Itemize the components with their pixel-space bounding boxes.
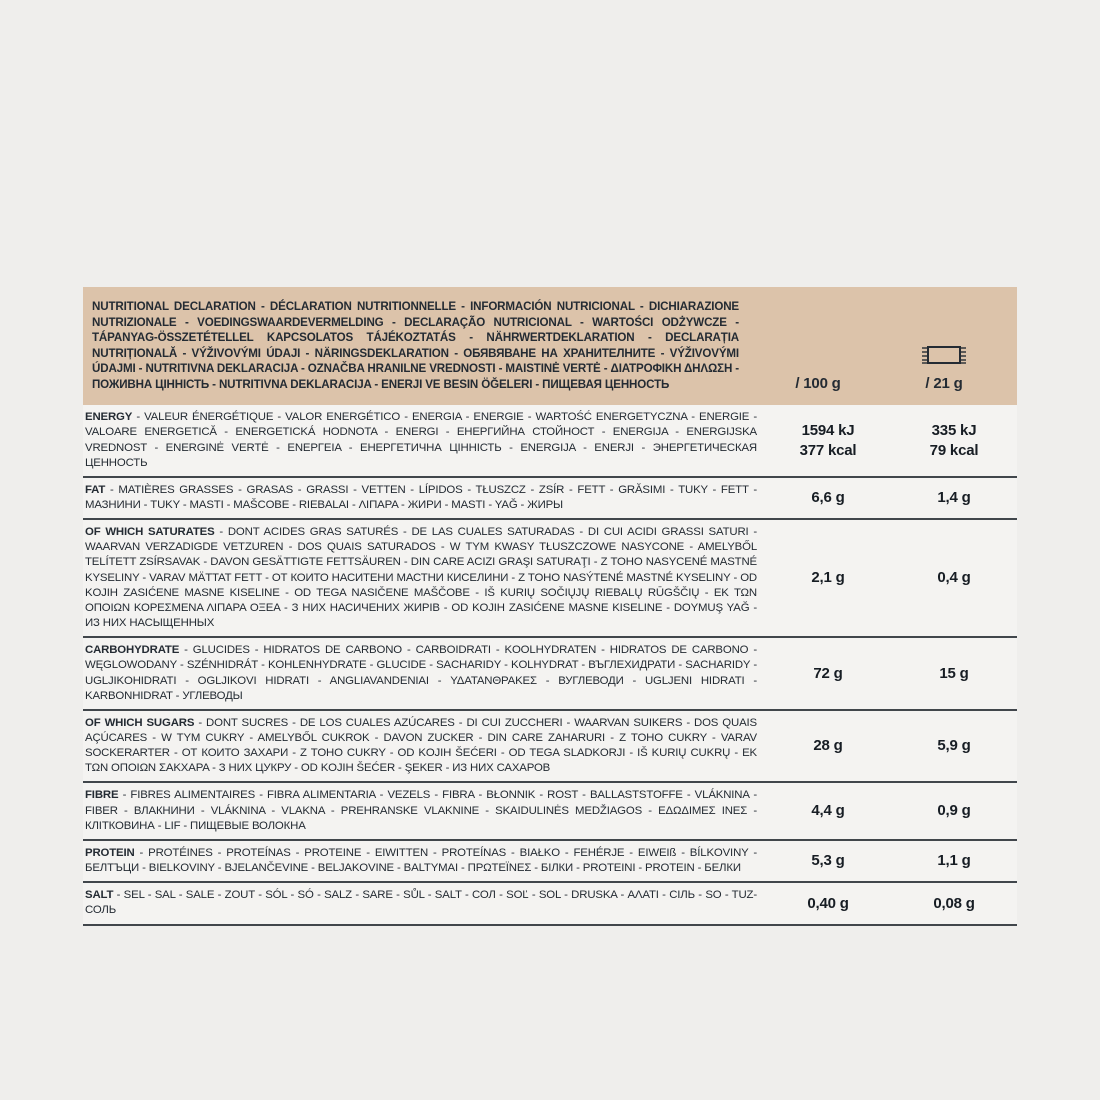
nutrient-row-salt (83, 883, 1017, 925)
column-header-per-serving-label: / 21 g (925, 375, 963, 393)
nutrition-header-title: NUTRITIONAL DECLARATION - DÉCLARATION NUTRITIONNELLE - INFORMACIÓN NUTRICIONAL - DICHIARAZIONE NUTRIZIONALE - VOEDINGSWAARDEVERMELDING - DECLARAÇÃO NUTRICIONAL - WARTOŚCI ODŻYWCZE - TÁPANYAG-ÖSSZETÉTELLEL KAPCSOLATOS TÁJÉKOZTATÁS - NÄHRWERTDEKLARATION - DECLARAȚIA NUTRIȚIONALĂ - VÝŽIVOVÝMI ÚDAJI - NÄRINGSDEKLARATION - ОБЯВЯВАНЕ НА ХРАНИТЕЛНИТЕ - VÝŽIVOVÝMI ÚDAJMI - NUTRITIVNA DEKLARACIJA - OZNAČBA HRANILNE VREDNOSTI - MAISTINĖ VERTĖ - ΔΙΑΤΡΟΦΙΚΗ ΔΗΛΩΣΗ - ПОЖИВНА ЦІННІСТЬ - NUTRITIVNA DEKLARACIJA - ENERJI VE BESIN ÖĞELERI - ПИЩЕВАЯ ЦЕННОСТЬ (92, 300, 739, 391)
nutrient-row-sugars (83, 711, 1017, 784)
value-per-100g: 4,4 g (811, 802, 845, 820)
value-per-100g: 2,1 g (811, 569, 845, 587)
nutrient-label (83, 525, 765, 631)
nutrient-term: FIBRE (85, 789, 119, 802)
nutrient-translations: - FIBRES ALIMENTAIRES - FIBRA ALIMENTARIA - VEZELS - FIBRA - BŁONNIK - ROST - BALLASTSTOFFE - VLÁKNINA - FIBER - ВЛАКНИНИ - VLÁKNINA - VLAKNA - PREHRANSKE VLAKNINE - SKAIDULINĖS MEDŽIAGOS - ΕΔΩΔΙΜΕΣ ΙΝΕΣ - КЛІТКОВИНА - LIF - ПИЩЕВЫЕ ВОЛОКНА (85, 789, 757, 832)
nutrition-rows (83, 405, 1017, 925)
value-per-serving: 15 g (939, 664, 969, 682)
nutrient-translations: - DONT ACIDES GRAS SATURÉS - DE LAS CUALES SATURADAS - DI CUI ACIDI GRASSI SATURI - WAARVAN VERZADIGDE VETZUREN - DOS QUAIS SATURADOS - W TYM KWASY TŁUSZCZOWE NASYCONE - AMELYBŐL TELÍTETT ZSÍRSAVAK - DAVON GESÄTTIGTE FETTSÄUREN - DIN CARE ACIZI GRAŞI SATURAŢI - Z TOHO NASYCENÉ MASTNÉ KYSELINY - VARAV MÄTTAT FETT - ОТ КОИТО НАСИТЕНИ МАСТНИ КИСЕЛИНИ - Z TOHO NASÝTENÉ MASTNÉ KYSELINY - OD KOJIH ZASIĆENE MASNE KISELINE - OD TEGA NASIČENE MAŠČOBE - IŠ KURIŲ SOČIŲJŲ RIEBALŲ RŪGŠČIŲ - ΕΚ ΤΩΝ ΟΠΟΙΩΝ ΚΟΡΕΣΜΕΝΑ ΛΙΠΑΡΑ ΟΞΕΑ - З НИХ НАСИЧЕНИХ ЖИРІВ - OD KOJIH ZASIĆENE MASNE KISELINE - DOYMUŞ YAĞ - ИЗ НИХ НАСЫЩЕННЫХ (85, 526, 757, 630)
nutrient-term: PROTEIN (85, 846, 135, 859)
nutrient-term: SALT (85, 889, 114, 902)
value-per-100g: 0,40 g (807, 894, 849, 912)
nutrient-translations: - MATIÈRES GRASSES - GRASAS - GRASSI - VETTEN - LÍPIDOS - TŁUSZCZ - ZSÍR - FETT - GRĂSIMI - TUKY - FETT - МАЗНИНИ - TUKY - MASTI - MAŠCOBE - RIEBALAI - ΛΙΠΑΡΑ - ЖИРИ - MASTI - YAĞ - ЖИРЫ (85, 483, 757, 511)
value-per-serving: 0,9 g (937, 802, 971, 820)
nutrient-row-fibre (83, 783, 1017, 840)
nutrient-row-energy (83, 405, 1017, 478)
nutrition-header (83, 287, 1017, 405)
nutrient-label (83, 483, 765, 513)
nutrient-translations: - SEL - SAL - SALE - ZOUT - SÓL - SÓ - SALZ - SARE - SŮL - SALT - СОЛ - SOĽ - SOL - DRUSKA - ΑΛΑΤΙ - СІЛЬ - SO - TUZ- СОЛЬ (85, 889, 757, 917)
column-header-per-100g: / 100 g (795, 375, 841, 393)
wrapped-bar-icon (920, 344, 968, 366)
nutrient-term: OF WHICH SATURATES (85, 526, 215, 539)
nutrient-row-protein (83, 841, 1017, 883)
nutrient-translations: - DONT SUCRES - DE LOS CUALES AZÚCARES - DI CUI ZUCCHERI - WAARVAN SUIKERS - DOS QUAIS AÇÚCARES - W TYM CUKRY - AMELYBŐL CUKROK - DAVON ZUCKER - DIN CARE ZAHARURI - Z TOHO CUKRY - VARAV SOCKERARTER - ОТ КОИТО ЗАХАРИ - Z TOHO CUKRY - OD KOJIH ŠEĆERI - OD TEGA SLADKORJI - IŠ KURIŲ CUKRŲ - ΕΚ ΤΩΝ ΟΠΟΙΩΝ ΣΑΚΧΑΡΑ - З НИХ ЦУКРУ - OD KOJIH ŠEĆER - ŞEKER - ИЗ НИХ САХАРОВ (85, 716, 757, 775)
value-per-100g: 72 g (813, 664, 843, 682)
nutrient-translations: - PROTÉINES - PROTEÍNAS - PROTEINE - EIWITTEN - PROTEÍNAS - BIAŁKO - FEHÉRJE - EIWEIß - BÍLKOVINY - БЕЛТЪЦИ - BIELKOVINY - BJELANČEVINE - BELJAKOVINE - BALTYMAI - ΠΡΩΤΕΪΝΕΣ - БІЛКИ - PROTEINI - PROTEIN - БЕЛКИ (85, 846, 757, 875)
nutrient-translations: - GLUCIDES - HIDRATOS DE CARBONO - CARBOIDRATI - KOOLHYDRATEN - HIDRATOS DE CARBONO - WĘGLOWODANY - SZÉNHIDRÁT - KOHLENHYDRATE - GLUCIDE - SACHARIDY - KOLHYDRAT - ВЪГЛЕХИДРАТИ - SACHARIDY - UGLJIKOHIDRATI - OGLJIKOVI HIDRATI - ANGLIAVANDENIAI - ΥΔΑΤΑΝΘΡΑΚΕΣ - ВУГЛЕВОДИ - UGLJENI HIDRATI - KARBONHIDRAT - УГЛЕВОДЫ (85, 644, 757, 702)
nutrient-term: ENERGY (85, 411, 133, 424)
nutrient-translations: - VALEUR ÉNERGÉTIQUE - VALOR ENERGÉTICO - ENERGIA - ENERGIE - WARTOŚĆ ENERGETYCZNA - ENERGIE - VALOARE ENERGETICĂ - ENERGETICKÁ HODNOTA - ENERGI - ЕНЕРГИЙНА СТОЙНОСТ - ENERGIJA - ENERGIJSKA VREDNOST - ENERGINĖ VERTĖ - ΕΝΕΡΓΕΙΑ - ЕНЕРГЕТИЧНА ЦІННІСТЬ - ENERGIJA - ENERJI - ЭНЕРГЕТИЧЕСКАЯ ЦЕННОСТЬ (85, 411, 757, 469)
value-per-100g: 6,6 g (811, 489, 845, 507)
nutrient-label (83, 716, 765, 777)
nutrient-label (83, 788, 765, 833)
value-per-100g: 5,3 g (811, 852, 845, 870)
value-per-serving: 335 kJ 79 kcal (929, 422, 979, 459)
nutrient-label (83, 846, 765, 876)
nutrient-row-carbohydrate (83, 638, 1017, 711)
nutrition-label (83, 287, 1017, 926)
nutrient-row-fat (83, 478, 1017, 520)
nutrient-label (83, 410, 765, 471)
nutrient-label (83, 888, 765, 918)
value-per-100g: 1594 kJ 377 kcal (799, 422, 857, 459)
nutrient-term: FAT (85, 483, 106, 496)
value-per-serving: 5,9 g (937, 737, 971, 755)
nutrient-term: OF WHICH SUGARS (85, 716, 195, 729)
value-per-serving: 0,4 g (937, 569, 971, 587)
value-per-serving: 1,1 g (937, 852, 971, 870)
column-header-per-serving (881, 344, 1007, 392)
nutrient-label (83, 643, 765, 704)
nutrient-term: CARBOHYDRATE (85, 644, 180, 657)
value-per-serving: 1,4 g (937, 489, 971, 507)
value-per-100g: 28 g (813, 737, 843, 755)
value-per-serving: 0,08 g (933, 894, 975, 912)
nutrient-row-saturates (83, 520, 1017, 638)
